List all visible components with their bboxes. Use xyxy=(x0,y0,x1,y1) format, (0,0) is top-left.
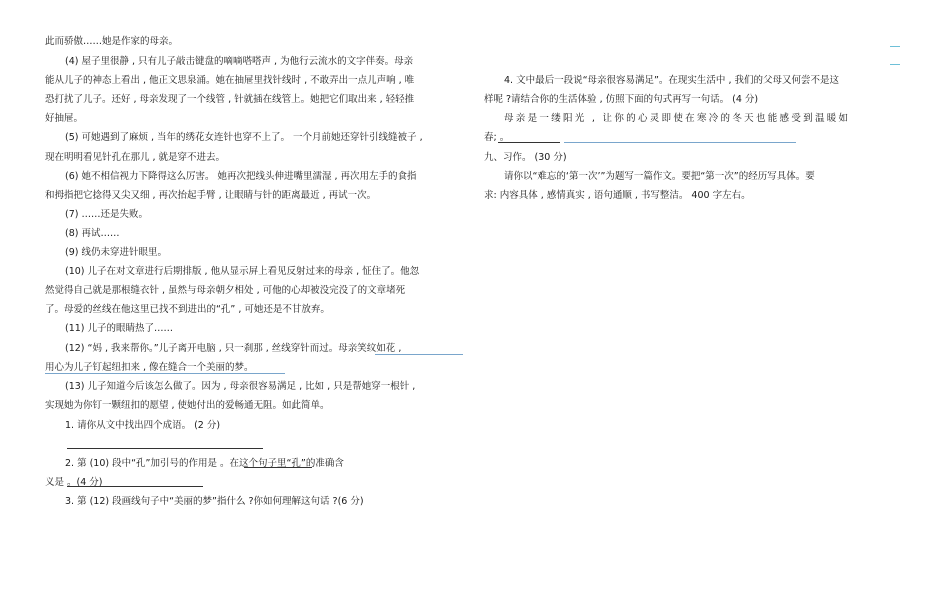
text-line: 好抽屉。 xyxy=(45,113,84,124)
question-2-cont: 义是 。(4 分) xyxy=(45,477,103,488)
question-2: 2. 第 (10) 段中“孔”加引号的作用是 。在这个句子里“孔”的准确含 xyxy=(65,458,344,469)
text-line: 能从儿子的神态上看出 , 他正文思泉涌。她在抽屉里找针线时 , 不敢弄出一点儿声响 , 唯 xyxy=(45,75,415,86)
example-sentence: 母亲是一缕阳光 , 让你的心灵即使在寒冷的冬天也能感受到温暖如 xyxy=(504,113,851,124)
text-line: (7) ……还是失败。 xyxy=(65,209,148,220)
sentence-underline xyxy=(375,354,463,355)
text-line: (11) 儿子的眼睛热了…… xyxy=(65,323,174,334)
text-line: 此而骄傲……她是作家的母亲。 xyxy=(45,36,179,47)
text-line: 实现她为你钉一颗纽扣的愿望 , 使她付出的爱畅通无阻。如此简单。 xyxy=(45,400,330,411)
text-line: (6) 她不相信视力下降得这么厉害。 她再次把线头伸进嘴里濡湿 , 再次用左手的食指 xyxy=(65,171,417,182)
text-line: (13) 儿子知道今后该怎么做了。因为 , 母亲很容易满足 , 比如 , 只是帮她穿一根针 , xyxy=(65,381,416,392)
underlined-text-line: 用心为儿子钉起纽扣来 , 像在缝合一个美丽的梦。 xyxy=(45,362,254,373)
text-line: (5) 可她遇到了麻烦 , 当年的绣花女连针也穿不上了。 一个月前她还穿针引线缝被子 , xyxy=(65,132,423,143)
question-4: 4. 文中最后一段说“母亲很容易满足”。在现实生活中 , 我们的父母又何尝不是这 xyxy=(504,75,839,86)
text-line: (9) 线仍未穿进针眼里。 xyxy=(65,247,167,258)
sentence-underline xyxy=(45,373,285,374)
text-line: 然觉得自己就是那根缝衣针 , 虽然与母亲朝夕相处 , 可他的心却被没完没了的文章堵死 xyxy=(45,285,406,296)
question-3: 3. 第 (12) 段画线句子中“美丽的梦”指什么 ?你如何理解这句话 ?(6 分) xyxy=(65,496,364,507)
answer-blank[interactable] xyxy=(244,467,312,468)
underlined-text-line: (12) “妈 , 我来帮你。”儿子离开电脑 , 只一刹那 , 丝线穿针而过。母亲笑纹如花 , xyxy=(65,343,402,354)
question-4-cont: 样呢 ?请结合你的生活体验 , 仿照下面的句式再写一句话。 (4 分) xyxy=(484,94,759,105)
question-1: 1. 请你从文中找出四个成语。 (2 分) xyxy=(65,420,221,431)
margin-mark xyxy=(890,46,900,47)
margin-mark xyxy=(890,64,900,65)
writing-requirements: 求: 内容具体 , 感情真实 , 语句通顺 , 书写整洁。 400 字左右。 xyxy=(484,190,751,201)
answer-blank[interactable] xyxy=(564,142,796,143)
answer-blank[interactable] xyxy=(67,486,203,487)
text-line: 了。母爱的丝线在他这里已找不到进出的“孔” , 可她还是不甘放弃。 xyxy=(45,304,330,315)
text-line: (8) 再试…… xyxy=(65,228,120,239)
text-line: 现在明明看见针孔在那儿 , 就是穿不进去。 xyxy=(45,152,226,163)
writing-prompt: 请你以“难忘的‘第一次’”为题写一篇作文。要把“第一次”的经历写具体。要 xyxy=(504,171,815,182)
section-heading: 九、习作。 (30 分) xyxy=(484,152,567,163)
text-line: (10) 儿子在对文章进行后期排版 , 他从显示屏上看见反射过来的母亲 , 怔住了。他忽 xyxy=(65,266,420,277)
text-line: 和拇指把它捻得又尖又细 , 再次抬起手臂 , 让眼睛与针的距离最近 , 再试一次。 xyxy=(45,190,377,201)
answer-blank[interactable] xyxy=(498,142,560,143)
answer-line: 春; 。 xyxy=(484,132,510,143)
text-line: 恐打扰了儿子。还好 , 母亲发现了一个线管 , 针就插在线管上。她把它们取出来 , 轻轻推 xyxy=(45,94,415,105)
text-line: (4) 屋子里很静 , 只有儿子敲击键盘的嘀嘀嗒嗒声 , 为他行云流水的文字伴奏。母亲 xyxy=(65,56,414,67)
answer-blank[interactable] xyxy=(67,448,263,449)
